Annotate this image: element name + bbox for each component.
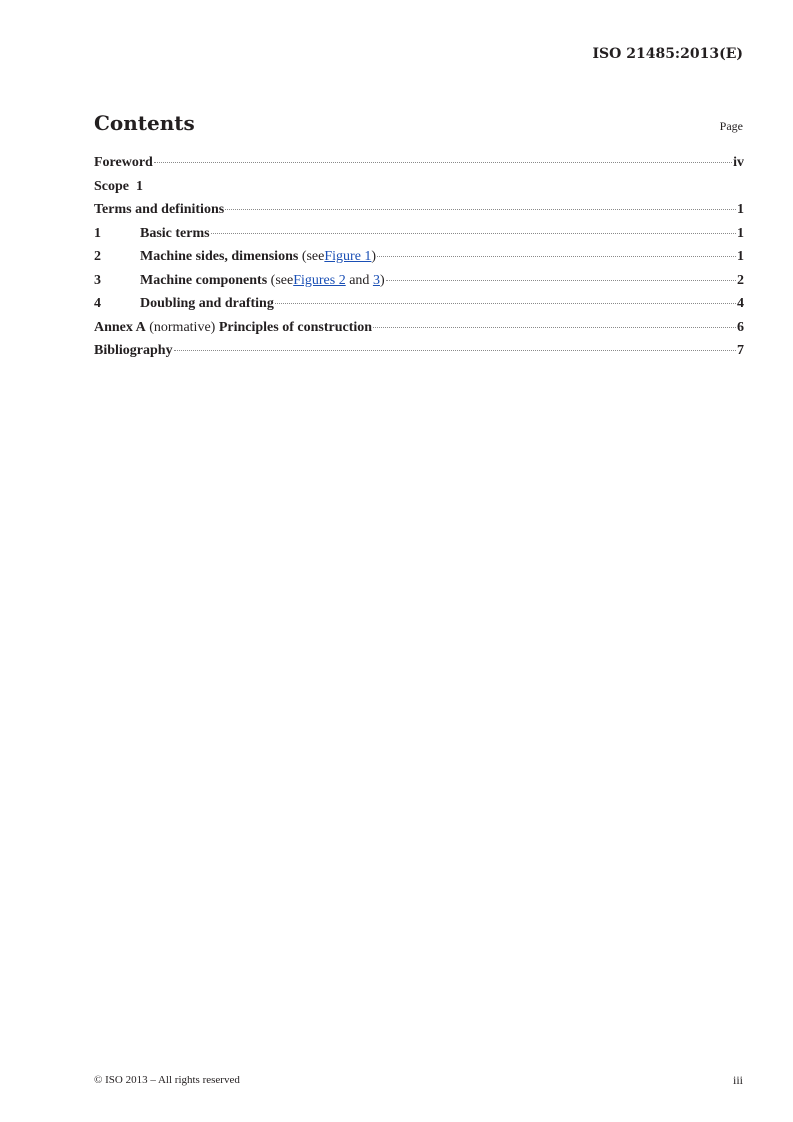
toc-entry-title: Terms and definitions (94, 202, 225, 217)
toc-entry-title: Scope (94, 178, 129, 194)
toc-entry-and-text: and (345, 272, 373, 288)
figure-3-link[interactable]: 3 (372, 272, 380, 288)
toc-entry-number: 4 (94, 296, 101, 311)
dot-leader (154, 162, 732, 163)
footer-page-number: iii (732, 1073, 743, 1087)
toc-entry-4[interactable] (94, 296, 744, 320)
toc-entry-title: Foreword (94, 155, 153, 170)
toc-entry-page: iv (733, 155, 744, 170)
document-id: ISO 21485:2013(E) (592, 46, 743, 62)
toc-entry-terms[interactable] (94, 202, 744, 226)
figure-1-link[interactable]: Figure 1 (324, 249, 372, 264)
toc-entry-page: 1 (136, 178, 143, 194)
toc-entry-bibliography[interactable] (94, 343, 744, 367)
toc-entry-foreword[interactable] (94, 155, 744, 179)
toc-entry-title: Bibliography (94, 343, 173, 358)
toc-entry-page: 2 (737, 272, 744, 288)
toc-entry-number: 3 (94, 272, 101, 288)
toc-entry-page: 1 (737, 225, 744, 241)
dot-leader (377, 256, 736, 257)
dot-leader (386, 280, 736, 281)
footer-copyright: © ISO 2013 – All rights reserved (94, 1074, 240, 1086)
toc-entry-1[interactable] (94, 226, 744, 250)
toc-entry-page: 1 (737, 202, 744, 217)
toc-entry-scope[interactable] (94, 179, 744, 203)
toc-entry-title: Basic terms (140, 225, 210, 241)
toc-entry-close-paren: ) (371, 249, 377, 264)
toc-entry-see-text: (see (270, 272, 294, 288)
toc-entry-annex-a[interactable] (94, 320, 744, 344)
dot-leader (174, 350, 736, 351)
toc-entry-page: 1 (737, 249, 744, 264)
dot-leader (211, 233, 736, 234)
toc-entry-number: 1 (94, 225, 101, 241)
toc-entry-see-text: (see (301, 249, 325, 264)
dot-leader (373, 327, 736, 328)
toc-entry-3[interactable] (94, 273, 744, 297)
toc-entry-close-paren: ) (379, 272, 385, 288)
toc-entry-2[interactable] (94, 249, 744, 273)
toc-entry-number: 2 (94, 249, 101, 264)
toc-entry-title: Machine components (140, 272, 268, 288)
toc-entry-page: 4 (737, 296, 744, 311)
page-title: Contents (94, 111, 195, 135)
figures-2-link[interactable]: Figures 2 (293, 272, 346, 288)
toc-entry-title: Machine sides, dimensions (140, 249, 299, 264)
toc-entry-title: Doubling and drafting (140, 296, 274, 311)
toc-entry-annex-title: Principles of construction (218, 319, 373, 335)
dot-leader (275, 303, 736, 304)
toc-entry-annex-note: (normative) (149, 319, 216, 335)
toc-entry-page: 7 (737, 343, 744, 358)
dot-leader (225, 209, 736, 210)
toc-entry-title: Annex A (94, 319, 146, 335)
toc-entry-page: 6 (737, 319, 744, 335)
table-of-contents (94, 155, 744, 367)
page-column-label: Page (719, 119, 743, 133)
